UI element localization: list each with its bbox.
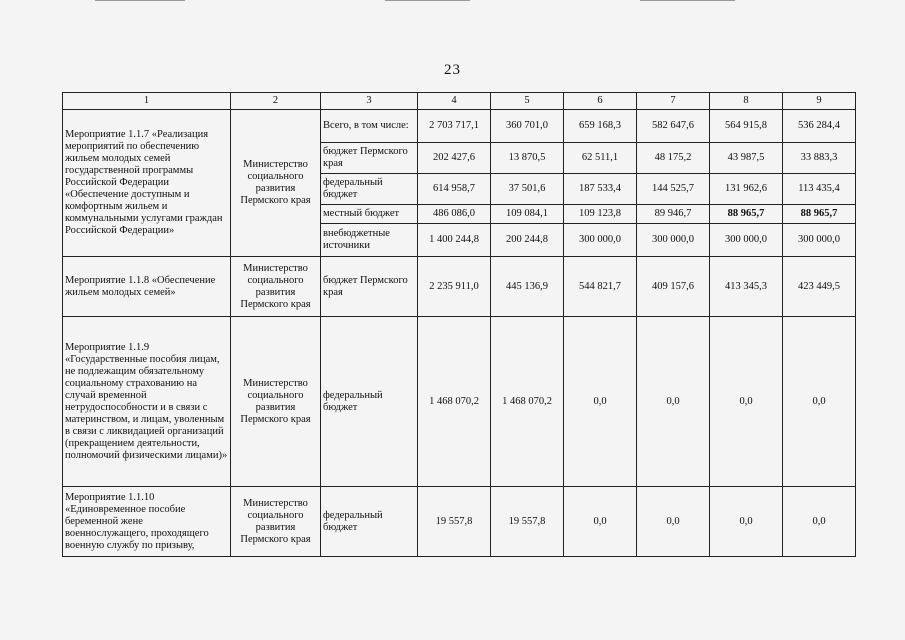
value-cell: 445 136,9	[491, 257, 564, 317]
value-cell: 19 557,8	[491, 487, 564, 557]
value-cell: 2 703 717,1	[418, 110, 491, 143]
value-cell: 202 427,6	[418, 143, 491, 174]
measure-name: Мероприятие 1.1.8 «Обеспечение жильем молодых семей»	[63, 257, 231, 317]
header-row	[63, 93, 856, 110]
funding-source: местный бюджет	[321, 205, 418, 224]
value-cell: 544 821,7	[564, 257, 637, 317]
column-header: 4	[418, 93, 491, 110]
table-row	[63, 317, 856, 487]
value-cell: 13 870,5	[491, 143, 564, 174]
executor-name: Министерство социального развития Пермского края	[231, 317, 321, 487]
executor-name: Министерство социального развития Пермского края	[231, 257, 321, 317]
value-cell: 1 468 070,2	[491, 317, 564, 487]
value-cell: 0,0	[564, 487, 637, 557]
value-cell: 2 235 911,0	[418, 257, 491, 317]
measure-name: Мероприятие 1.1.9 «Государственные пособия лицам, не подлежащим обязательному социальному страхованию на случай временной нетрудоспособности и в связи с материнством, и лицам, уволенным в связи с ликвидацией организаций (прекращением деятельности, полномочий физическими лицами)»	[63, 317, 231, 487]
value-cell: 37 501,6	[491, 174, 564, 205]
value-cell: 1 400 244,8	[418, 224, 491, 257]
value-cell: 614 958,7	[418, 174, 491, 205]
value-cell: 144 525,7	[637, 174, 710, 205]
value-cell: 536 284,4	[783, 110, 856, 143]
value-cell: 109 123,8	[564, 205, 637, 224]
table-row	[63, 257, 856, 317]
value-cell: 0,0	[783, 487, 856, 557]
value-cell: 131 962,6	[710, 174, 783, 205]
funding-source: Всего, в том числе:	[321, 110, 418, 143]
value-cell: 43 987,5	[710, 143, 783, 174]
value-cell: 109 084,1	[491, 205, 564, 224]
value-cell: 88 965,7	[710, 205, 783, 224]
value-cell: 0,0	[637, 487, 710, 557]
value-cell: 0,0	[564, 317, 637, 487]
funding-source: внебюджетные источники	[321, 224, 418, 257]
scan-top-rule	[640, 0, 735, 1]
table-row	[63, 487, 856, 557]
measure-name: Мероприятие 1.1.10 «Единовременное пособие беременной жене военнослужащего, проходящего военную службу по призыву,	[63, 487, 231, 557]
value-cell: 582 647,6	[637, 110, 710, 143]
program-table	[62, 92, 856, 557]
value-cell: 409 157,6	[637, 257, 710, 317]
scan-top-rule	[95, 0, 185, 1]
value-cell: 0,0	[637, 317, 710, 487]
column-header: 2	[231, 93, 321, 110]
value-cell: 48 175,2	[637, 143, 710, 174]
page-number: 23	[444, 62, 461, 78]
value-cell: 413 345,3	[710, 257, 783, 317]
value-cell: 88 965,7	[783, 205, 856, 224]
column-header: 5	[491, 93, 564, 110]
column-header: 7	[637, 93, 710, 110]
value-cell: 300 000,0	[710, 224, 783, 257]
value-cell: 33 883,3	[783, 143, 856, 174]
funding-source: бюджет Пермского края	[321, 143, 418, 174]
funding-source: бюджет Пермского края	[321, 257, 418, 317]
value-cell: 300 000,0	[637, 224, 710, 257]
value-cell: 0,0	[710, 317, 783, 487]
value-cell: 423 449,5	[783, 257, 856, 317]
value-cell: 0,0	[783, 317, 856, 487]
value-cell: 659 168,3	[564, 110, 637, 143]
funding-source: федеральный бюджет	[321, 174, 418, 205]
funding-source: федеральный бюджет	[321, 317, 418, 487]
value-cell: 19 557,8	[418, 487, 491, 557]
value-cell: 564 915,8	[710, 110, 783, 143]
column-header: 1	[63, 93, 231, 110]
column-header: 9	[783, 93, 856, 110]
column-header: 8	[710, 93, 783, 110]
executor-name: Министерство социального развития Пермского края	[231, 487, 321, 557]
value-cell: 1 468 070,2	[418, 317, 491, 487]
value-cell: 0,0	[710, 487, 783, 557]
column-header: 3	[321, 93, 418, 110]
value-cell: 300 000,0	[783, 224, 856, 257]
value-cell: 200 244,8	[491, 224, 564, 257]
funding-source: федеральный бюджет	[321, 487, 418, 557]
value-cell: 486 086,0	[418, 205, 491, 224]
value-cell: 62 511,1	[564, 143, 637, 174]
measure-name: Мероприятие 1.1.7 «Реализация мероприятий по обеспечению жильем молодых семей государственной программы Российской Федерации «Обеспечение доступным и комфортным жильем и коммунальными услугами граждан Российской Федерации»	[63, 110, 231, 257]
value-cell: 187 533,4	[564, 174, 637, 205]
value-cell: 113 435,4	[783, 174, 856, 205]
value-cell: 360 701,0	[491, 110, 564, 143]
scan-top-rule	[385, 0, 470, 1]
value-cell: 300 000,0	[564, 224, 637, 257]
value-cell: 89 946,7	[637, 205, 710, 224]
column-header: 6	[564, 93, 637, 110]
table-row	[63, 110, 856, 143]
executor-name: Министерство социального развития Пермского края	[231, 110, 321, 257]
